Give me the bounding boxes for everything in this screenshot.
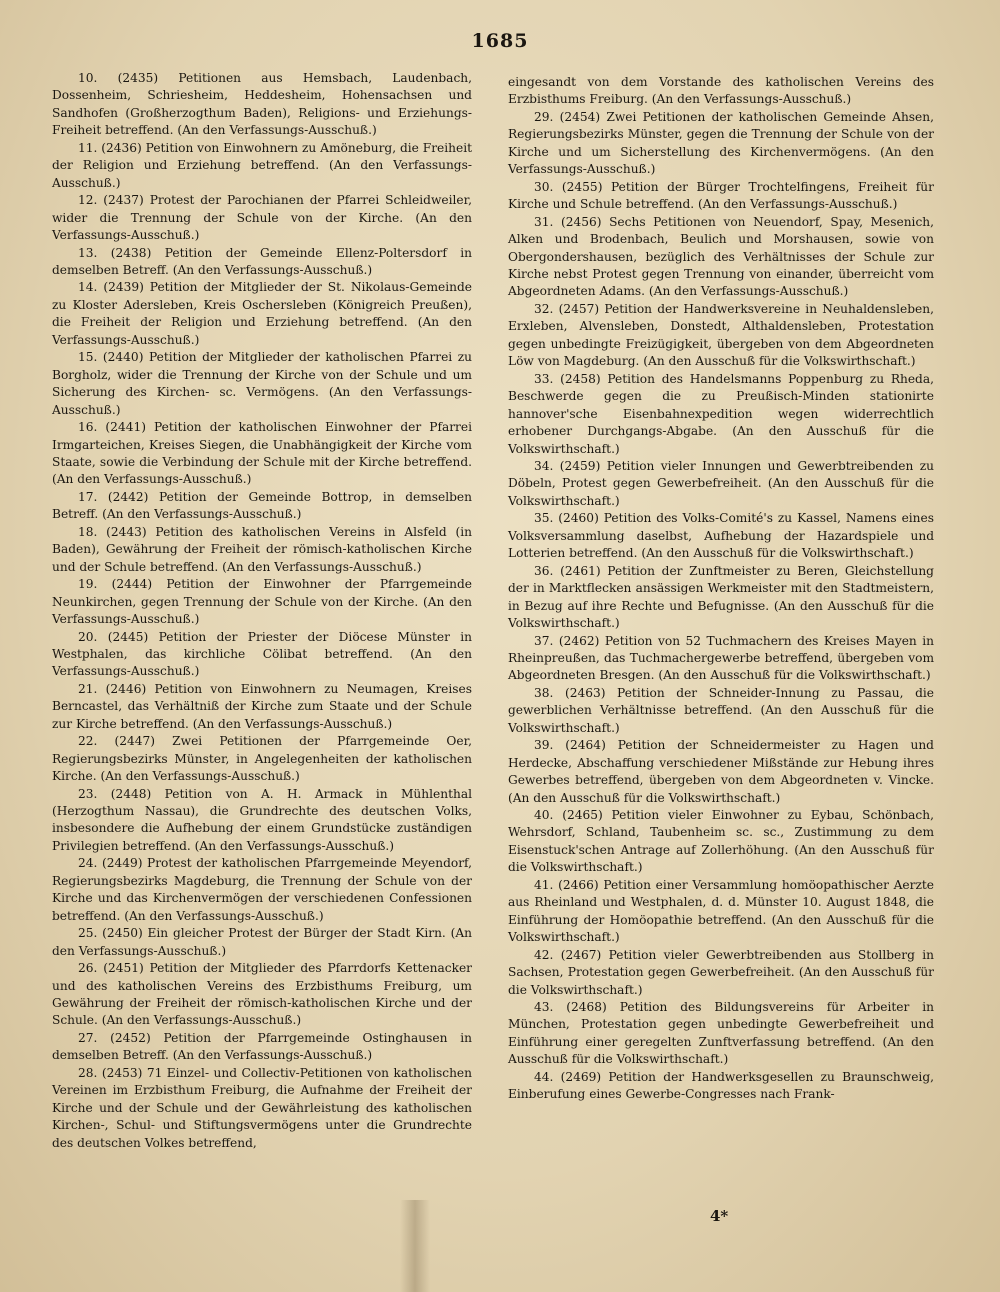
petition-entry: 22. (2447) Zwei Petitionen der Pfarrgemeinde Oer, Regierungsbezirks Münster, in Angelegenheiten der katholischen Kirche. (An den Verfassungs-Ausschuß.): [52, 734, 472, 784]
petition-entry: 24. (2449) Protest der katholischen Pfarrgemeinde Meyendorf, Regierungsbezirks Magdeburg, die Trennung der Schule von der Kirche und das Kirchenvermögen der verschiedenen Confessionen betreffend. (An den Verfassungs-Ausschuß.): [52, 856, 472, 923]
petition-entry: 15. (2440) Petition der Mitglieder der katholischen Pfarrei zu Borgholz, wider die Trennung der Kirche von der Schule und um Sicherung des Kirchen- sc. Vermögens. (An den Verfassungs-Ausschuß.): [52, 350, 472, 417]
page-number: 1685: [471, 30, 529, 52]
petition-entry: 18. (2443) Petition des katholischen Vereins in Alsfeld (in Baden), Gewährung der Freiheit der römisch-katholischen Kirche und der Schule betreffend. (An den Verfassungs-Ausschuß.): [52, 524, 472, 574]
petition-entry: 33. (2458) Petition des Handelsmanns Poppenburg zu Rheda, Beschwerde gegen die zu Preußisch-Minden stationirte hannover'sche Eisenbahnexpedition wegen widerrechtlich erhobener Durchgangs-Abgabe. (An den Ausschuß für die Volkswirthschaft.): [508, 371, 934, 456]
left-column: [52, 70, 472, 1152]
petition-entry: 13. (2438) Petition der Gemeinde Ellenz-Poltersdorf in demselben Betreff. (An den Verfassungs-Ausschuß.): [52, 245, 472, 277]
petition-entry: 39. (2464) Petition der Schneidermeister zu Hagen und Herdecke, Abschaffung verschiedener Mißstände zur Hebung ihres Gewerbes betreffend, übergeben von dem Abgeordneten v. Vincke. (An den Ausschuß für die Volkswirthschaft.): [508, 738, 934, 805]
petition-entry: 32. (2457) Petition der Handwerksvereine in Neuhaldensleben, Erxleben, Alvensleben, Donstedt, Althaldensleben, Protestation gegen unbedingte Freizügigkeit, übergeben von dem Abgeordneten Löw von Magdeburg. (An den Ausschuß für die Volkswirthschaft.): [508, 301, 934, 369]
petition-entry: 40. (2465) Petition vieler Einwohner zu Eybau, Schönbach, Wehrsdorf, Schland, Taubenheim sc. sc., Zustimmung zu dem Eisenstuck'schen Antrage auf Zollerhöhung. (An den Ausschuß für die Volkswirthschaft.): [508, 808, 934, 875]
petition-entry: 34. (2459) Petition vieler Innungen und Gewerbtreibenden zu Döbeln, Protest gegen Gewerbefreiheit. (An den Ausschuß für die Volkswirthschaft.): [508, 458, 934, 508]
petition-entry: 23. (2448) Petition von A. H. Armack in Mühlenthal (Herzogthum Nassau), die Grundrechte des deutschen Volks, insbesondere die Aufhebung der einem Grundstücke zuständigen Privilegien betreffend. (An den Verfassungs-Ausschuß.): [52, 786, 472, 853]
petition-entry: 43. (2468) Petition des Bildungsvereins für Arbeiter in München, Protestation gegen unbedingte Gewerbefreiheit und Einführung einer geregelten Zunftverfassung betreffend. (An den Ausschuß für die Volkswirthschaft.): [508, 1000, 934, 1067]
petition-entry: 30. (2455) Petition der Bürger Trochtelfingens, Freiheit für Kirche und Schule betreffend. (An den Verfassungs-Ausschuß.): [508, 179, 934, 212]
petition-entry: 27. (2452) Petition der Pfarrgemeinde Ostinghausen in demselben Betreff. (An den Verfassungs-Ausschuß.): [52, 1030, 472, 1063]
petition-entry: 19. (2444) Petition der Einwohner der Pfarrgemeinde Neunkirchen, gegen Trennung der Schule von der Kirche. (An den Verfassungs-Ausschuß.): [52, 577, 472, 627]
petition-entry: 42. (2467) Petition vieler Gewerbtreibenden aus Stollberg in Sachsen, Protestation gegen Gewerbefreiheit. (An den Ausschuß für die Volkswirthschaft.): [508, 947, 934, 997]
petition-entry: 41. (2466) Petition einer Versammlung homöopathischer Aerzte aus Rheinland und Westphalen, d. d. Münster 10. August 1848, die Einführung der Homöopathie betreffend. (An den Ausschuß für die Volkswirthschaft.): [508, 877, 934, 945]
petition-entry: 20. (2445) Petition der Priester der Diöcese Münster in Westphalen, das kirchliche Cölibat betreffend. (An den Verfassungs-Ausschuß.): [52, 629, 472, 679]
petition-entry-continuation: eingesandt von dem Vorstande des katholischen Vereins des Erzbisthums Freiburg. (An den Verfassungs-Ausschuß.): [508, 75, 934, 107]
petition-entry: 35. (2460) Petition des Volks-Comité's zu Kassel, Namens eines Volksversammlung daselbst, Aufhebung der Hazardspiele und Lotterien betreffend. (An den Ausschuß für die Volkswirthschaft.): [508, 511, 934, 561]
signature-mark: 4*: [710, 1207, 729, 1225]
petition-entry: 31. (2456) Sechs Petitionen von Neuendorf, Spay, Mesenich, Alken und Brodenbach, Beulich und Morshausen, sowie von Obergondershausen, bezüglich des Verhältnisses der Schule zur Kirche nebst Protest gegen Trennung von einander, überreicht vom Abgeordneten Adams. (An den Verfassungs-Ausschuß.): [508, 214, 934, 299]
petition-entry: 12. (2437) Protest der Parochianen der Pfarrei Schleidweiler, wider die Trennung der Schule von der Kirche. (An den Verfassungs-Ausschuß.): [52, 193, 472, 243]
petition-entry: 16. (2441) Petition der katholischen Einwohner der Pfarrei Irmgarteichen, Kreises Siegen, die Unabhängigkeit der Kirche vom Staate, sowie die Verbindung der Schule mit der Kirche betreffend. (An den Verfassungs-Ausschuß.): [52, 420, 472, 487]
petition-entry: 11. (2436) Petition von Einwohnern zu Amöneburg, die Freiheit der Religion und Erziehung betreffend. (An den Verfassungs-Ausschuß.): [52, 140, 472, 190]
petition-entry: 10. (2435) Petitionen aus Hemsbach, Laudenbach, Dossenheim, Schriesheim, Heddesheim, Hohensachsen und Sandhofen (Großherzogthum Baden), Religions- und Erziehungs-Freiheit betreffend. (An den Verfassungs-Ausschuß.): [52, 71, 472, 138]
petition-entry: 38. (2463) Petition der Schneider-Innung zu Passau, die gewerblichen Verhältnisse betreffend. (An den Ausschuß für die Volkswirthschaft.): [508, 685, 934, 735]
right-column: [508, 74, 934, 1104]
petition-entry: 26. (2451) Petition der Mitglieder des Pfarrdorfs Kettenacker und des katholischen Vereins des Erzbisthums Freiburg, um Gewährung der Freiheit der römisch-katholischen Kirche und der Schule. (An den Verfassungs-Ausschuß.): [52, 961, 472, 1028]
petition-entry: 14. (2439) Petition der Mitglieder der St. Nikolaus-Gemeinde zu Kloster Adersleben, Kreis Oschersleben (Königreich Preußen), die Freiheit der Religion und Erziehung betreffend. (An den Verfassungs-Ausschuß.): [52, 280, 472, 347]
petition-entry: 25. (2450) Ein gleicher Protest der Bürger der Stadt Kirn. (An den Verfassungs-Ausschuß.): [52, 926, 472, 958]
petition-entry: 36. (2461) Petition der Zunftmeister zu Beren, Gleichstellung der in Marktflecken ansässigen Werkmeister mit den Stadtmeistern, in Bezug auf ihre Rechte und Befugnisse. (An den Ausschuß für die Volkswirthschaft.): [508, 563, 934, 631]
petition-entry: 21. (2446) Petition von Einwohnern zu Neumagen, Kreises Berncastel, das Verhältniß der Kirche zum Staate und der Schule zur Kirche betreffend. (An den Verfassungs-Ausschuß.): [52, 681, 472, 731]
petition-entry: 37. (2462) Petition von 52 Tuchmachern des Kreises Mayen in Rheinpreußen, das Tuchmachergewerbe betreffend, übergeben vom Abgeordneten Bresgen. (An den Ausschuß für die Volkswirthschaft.): [508, 633, 934, 683]
petition-entry: 44. (2469) Petition der Handwerksgesellen zu Braunschweig, Einberufung eines Gewerbe-Congresses nach Frank-: [508, 1069, 934, 1102]
petition-entry: 17. (2442) Petition der Gemeinde Bottrop, in demselben Betreff. (An den Verfassungs-Ausschuß.): [52, 489, 472, 522]
binding-shadow: [400, 1200, 430, 1292]
petition-entry: 28. (2453) 71 Einzel- und Collectiv-Petitionen von katholischen Vereinen im Erzbisthum Freiburg, die Aufnahme der Freiheit der Kirche und der Schule und der Gewährleistung des katholischen Kirchen-, Schul- und Stiftungsvermögens unter die Grundrechte des deutschen Volkes betreffend,: [52, 1065, 472, 1150]
petition-entry: 29. (2454) Zwei Petitionen der katholischen Gemeinde Ahsen, Regierungsbezirks Münster, gegen die Trennung der Schule von der Kirche und um Sicherstellung des Kirchenvermögens. (An den Verfassungs-Ausschuß.): [508, 109, 934, 177]
